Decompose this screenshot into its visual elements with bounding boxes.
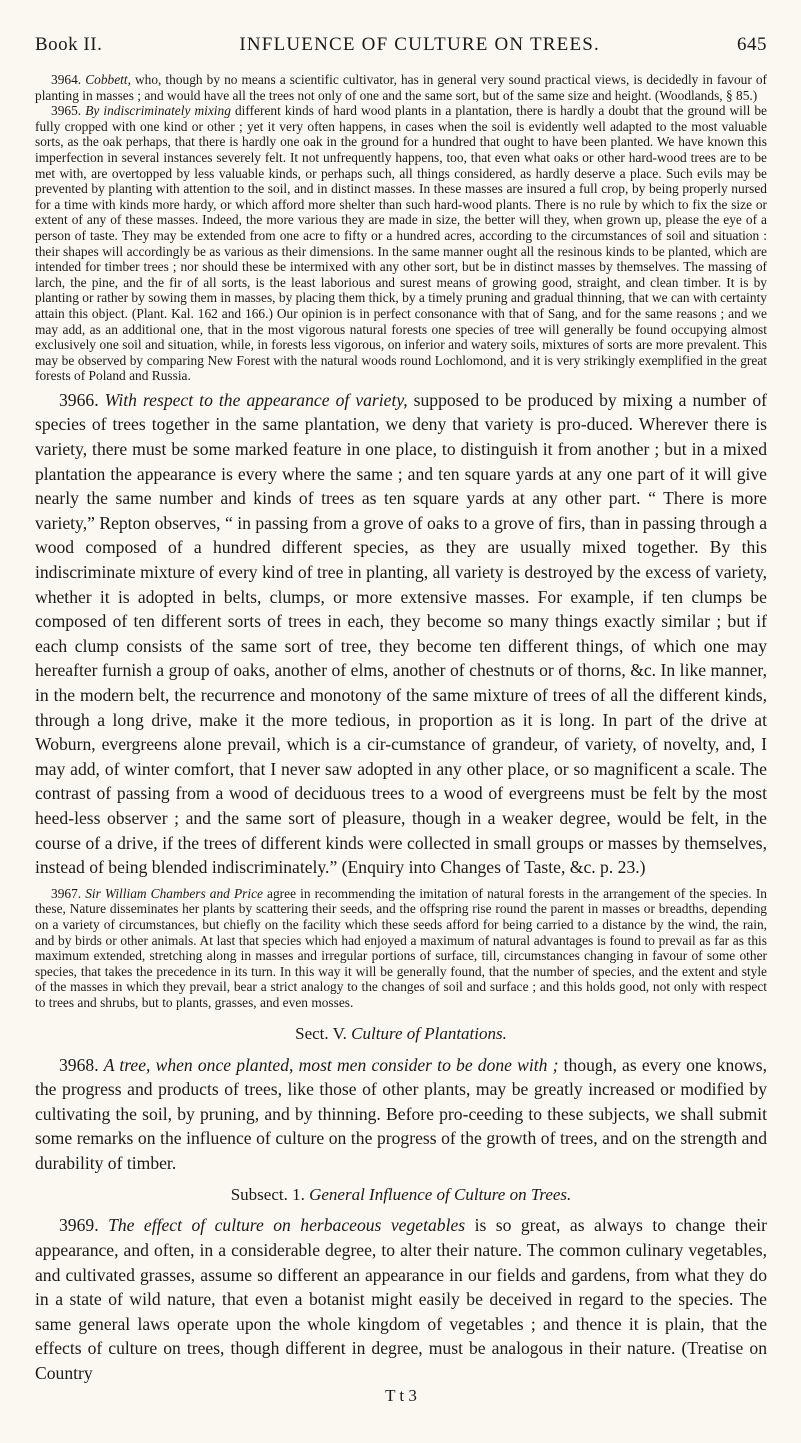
paragraph-3968: 3968. A tree, when once planted, most men consider to be done with ; though, as every one knows, the progress and products of trees, like those of other plants, may be greatly increased or modified by cultivating the soil, by pruning, and by thinning. Before pro-ceeding to these subjects, we shall submit some remarks on the influence of culture on the progress of the growth of trees, and on the strength and durability of timber. [35, 1054, 767, 1173]
paragraph-3967: 3967. Sir William Chambers and Price agree in recommending the imitation of natural forests in the arrangement of the species. In these, Nature disseminates her plants by scattering their seeds, and the offspring rise round the parent in masses or breadths, depending on a variety of circumstances, but chiefly on the facility which these seeds afford for being carried to a distance by the wind, the rain, and by birds or other animals. At last that species which had enjoyed a maximum of natural advantages is found to prevail as far as this maximum extended, stretching along in masses and irregular portions of surface, till, circumstances changing in favour of some other species, that takes the precedence in its turn. In this way it will be generally found, that the number of species, and the extent and style of the masses in which they prevail, bear a strict analogy to the changes of soil and surface ; and this holds good, not only with respect to trees and shrubs, but to plants, grasses, and even mosses. [35, 885, 767, 1010]
signature-mark: T t 3 [385, 1385, 417, 1405]
paragraph-3964: 3964. Cobbett, who, though by no means a scientific cultivator, has in general very sound practical views, is decidedly in favour of planting in masses ; and would have all the trees not only of one and the same sort, but of the same size and height. (Woodlands, § 85.) [35, 72, 767, 103]
header-title: INFLUENCE OF CULTURE ON TREES. [239, 34, 600, 55]
paragraph-3965: 3965. By indiscriminately mixing different kinds of hard wood plants in a plantation, there is hardly a doubt that the ground will be fully cropped with one kind or other ; yet it very often happens, in cases when the soil is evidently well adapted to the most valuable sorts, as the oak perhaps, that there is hardly one oak in the ground for a hundred that ought to have been planted. We have known this imperfection in several instances severely felt. It not unfrequently happens, too, that even what oaks or other hard-wood trees are to be met with, are overtopped by less valuable kinds, or perhaps such, all things considered, as hardly deserve a place. Such evils may be prevented by planting with attention to the soil, and in distinct masses. In these masses are insured a full crop, by being properly nursed for a time with kinds more hardy, or which afford more shelter than such hard-wood plants. There is no rule by which to fix the size or extent of any of these masses. Indeed, the more various they are made in size, the better will they, when grown up, please the eye of a person of taste. They may be extended from one acre to fifty or a hundred acres, according to the circumstances of soil and situation : their shapes will accordingly be as various as their dimensions. In the same manner ought all the resinous kinds to be planted, which are intended for timber trees ; nor should these be intermixed with any other sort, but be in distinct masses by themselves. The massing of larch, the pine, and the fir of all sorts, is the least laborious and surest means of growing good, straight, and clean timber. It is by planting or rather by sowing them in masses, by placing them thick, by a timely pruning and gradual thinning, that we can with certainty attain this object. (Plant. Kal. 162 and 166.) Our opinion is in perfect consonance with that of Sang, and for the same reasons ; and we may add, as an additional one, that in the most vigorous natural forests one species of tree will generally be found occupying almost exclusively one soil and situation, while, in forests less vigorous, on inferior and watery soils, mixtures of sorts are more prevalent. This may be observed by comparing New Forest with the natural woods round Lochlomond, and it is very strikingly exemplified in the great forests of Poland and Russia. [35, 103, 767, 384]
page-number: 645 [737, 34, 767, 55]
paragraph-3969: 3969. The effect of culture on herbaceous vegetables is so great, as always to change their appearance, and often, in a considerable degree, to alter their nature. The common culinary vegetables, and cultivated grasses, assume so different an appearance in our fields and gardens, from what they do in a state of wild nature, that even a botanist might easily be deceived in regard to the species. The same general laws operate upon the whole kingdom of vegetables ; and thence it is plain, that the effects of culture on trees, though different in degree, must be analogous in their nature. (Treatise on Country [35, 1215, 767, 1384]
header-book: Book II. [35, 34, 103, 55]
running-header [35, 34, 767, 56]
paragraph-3966: 3966. With respect to the appearance of variety, supposed to be produced by mixing a number of species of trees together in the same plantation, we deny that variety is pro-duced. Wherever there is variety, there must be some marked feature in one place, to distinguish it from another ; but in a mixed plantation the appearance is every where the same ; and ten square yards at any one part of it will give nearly the same number and kinds of trees as ten square yards at any other part. “ There is more variety,” Repton observes, “ in passing from a grove of oaks to a grove of firs, than in passing through a wood composed of a hundred different species, as they are usually mixed together. By this indiscriminate mixture of every kind of tree in planting, all variety is destroyed by the excess of variety, whether it is adopted in belts, clumps, or more extensive masses. For example, if ten clumps be composed of ten different sorts of trees in each, they become so many things exactly similar ; but if each clump consists of the same sort of tree, they become ten different things, of which one may hereafter furnish a group of oaks, another of elms, another of chestnuts or of thorns, &c. In like manner, in the modern belt, the recurrence and monotony of the same mixture of trees of all the different kinds, through a long drive, make it the more tedious, in proportion as it is long. In part of the drive at Woburn, evergreens alone prevail, which is a cir-cumstance of grandeur, of variety, of novelty, and, I may add, of winter comfort, that I never saw adopted in any other place, or so magnificent a scale. The contrast of passing from a wood of deciduous trees to a wood of evergreens must be felt by the most heed-less observer ; and the same sort of pleasure, though in a weaker degree, would be felt, in the course of a drive, if the trees of different kinds were collected in small groups or masses by themselves, instead of being blended indiscriminately.” (Enquiry into Changes of Taste, &c. p. 23.) [35, 389, 767, 878]
subsection-heading: Subsect. 1. General Influence of Culture on Trees. [230, 1185, 572, 1205]
section-heading: Sect. V. Culture of Plantations. [295, 1023, 507, 1043]
